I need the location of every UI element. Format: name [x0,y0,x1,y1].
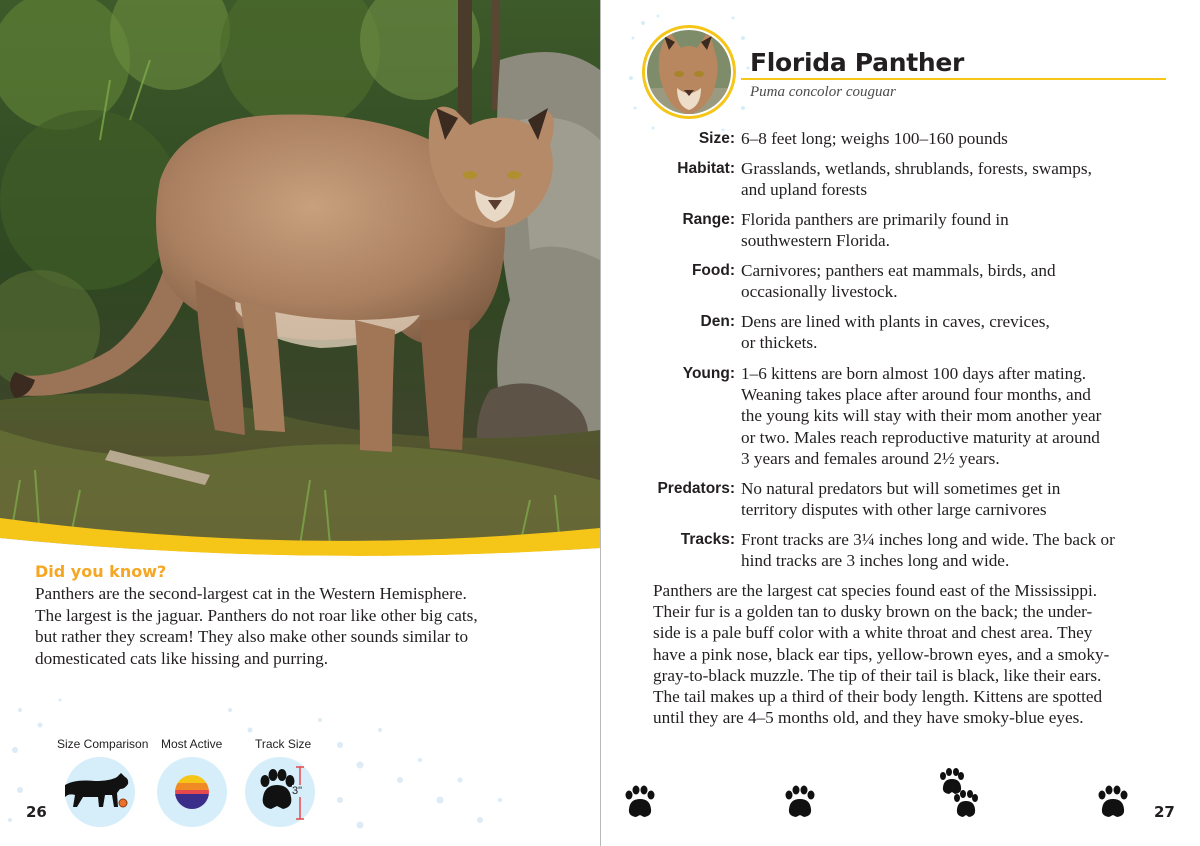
description-line: until they are 4–5 months old, and they have smoky-blue eyes. [653,708,1084,728]
panther-photo [0,0,600,550]
paw-track-icon [783,785,819,819]
description-line: Panthers are the largest cat species found east of the Mississippi. [653,581,1098,600]
description-line: Their fur is a golden tan to dusky brown on the back; the under- [653,602,1093,622]
fact-line: No natural predators but will sometimes get in [741,479,1061,498]
fact-line: southwestern Florida. [741,231,890,251]
paw-track-pair-icon [938,768,982,820]
fact-line: and upland forests [741,180,868,200]
description-line: side is a pale buff color with a white throat and chest area. They [653,623,1093,643]
paw-track-icon [1096,785,1132,819]
did-you-know-line: but rather they scream! They also make other sounds similar to [35,627,469,646]
fact-label: Habitat: [677,160,735,177]
title-underline [741,78,1166,80]
fact-label: Food: [691,262,735,279]
fact-line: hind tracks are 3 inches long and wide. [741,551,1010,571]
fact-line: or thickets. [741,333,818,353]
description-line: The tail makes up a third of their body length. Kittens are spotted [653,687,1103,707]
fact-value [741,363,1171,469]
fact-label: Tracks: [680,531,735,548]
fact-label: Young: [682,365,735,382]
species-avatar [623,8,753,138]
fact-line: Dens are lined with plants in caves, crevices, [741,312,1050,331]
species-title: Florida Panther [750,48,965,77]
paw-track-icon [623,785,659,819]
page-number-right: 27 [1154,803,1175,821]
fact-line: Weaning takes place after around four months, and [741,385,1091,405]
fact-value [741,260,1171,302]
fact-label: Den: [700,313,735,330]
fact-line: Front tracks are 3¼ inches long and wide. The back or [741,530,1115,549]
did-you-know-line: Panthers are the second-largest cat in the Western Hemisphere. [35,584,467,603]
fact-value [741,128,1171,149]
yellow-swoosh [0,508,600,568]
fact-line: occasionally livestock. [741,282,898,302]
most-active-circle [157,757,227,827]
fact-line: Carnivores; panthers eat mammals, birds, and [741,261,1056,280]
fact-value [741,311,1171,353]
did-you-know-text [35,583,580,669]
did-you-know-title: Did you know? [35,562,167,581]
description-line: gray-to-black muzzle. The tip of their tail is black, like their ears. [653,665,1102,685]
track-measure-label: 3" [292,785,303,797]
species-latin-name: Puma concolor couguar [750,84,896,100]
cat-silhouette-icon [65,757,135,827]
fact-line: 6–8 feet long; weighs 100–160 pounds [741,129,1008,148]
fact-line: territory disputes with other large carnivores [741,500,1047,520]
fact-label: Range: [682,211,735,228]
sunset-icon [157,757,227,827]
fact-line: 1–6 kittens are born almost 100 days after mating. [741,364,1087,383]
page-number-left: 26 [26,803,47,821]
description-paragraph [653,580,1173,728]
track-size-circle [245,757,315,827]
fact-value [741,529,1171,571]
fact-label: Predators: [657,480,735,497]
fact-value [741,478,1171,520]
did-you-know-line: The largest is the jaguar. Panthers do not roar like other big cats, [35,605,478,625]
size-comparison-label: Size Comparison [57,737,149,751]
did-you-know-line: domesticated cats like hissing and purring. [35,648,329,668]
size-comparison-circle [65,757,135,827]
paw-print-icon [245,757,315,827]
panther-portrait-icon [623,8,753,138]
right-page [601,0,1200,846]
fact-value [741,209,1171,251]
most-active-label: Most Active [161,737,223,751]
track-size-label: Track Size [255,737,312,751]
fact-line: Florida panthers are primarily found in [741,210,1009,229]
fact-line: or two. Males reach reproductive maturity at around [741,427,1100,447]
fact-value [741,158,1171,200]
description-line: have a pink nose, black ear tips, yellow-brown eyes, and a smoky- [653,644,1110,664]
fact-label: Size: [698,130,735,147]
fact-line: 3 years and females around 2½ years. [741,448,1000,468]
fact-line: Grasslands, wetlands, shrublands, forests, swamps, [741,159,1092,178]
fact-line: the young kits will stay with their mom another year [741,406,1102,426]
